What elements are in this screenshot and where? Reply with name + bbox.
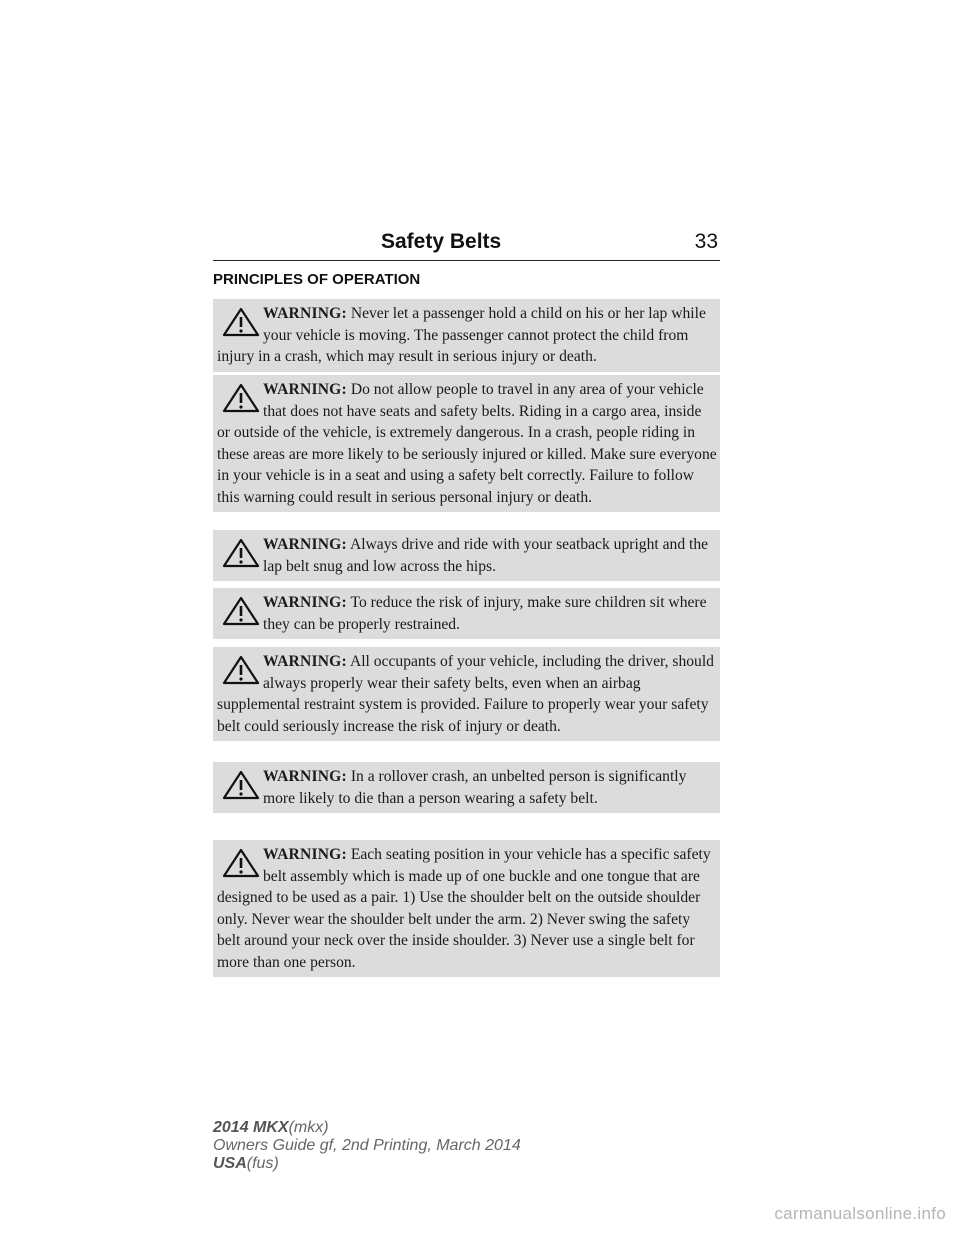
warning-triangle-icon: [221, 848, 261, 878]
warning-label: WARNING:: [263, 381, 347, 398]
footer-line-model: [213, 1119, 521, 1137]
footer-line-market: [213, 1155, 521, 1173]
footer-market-code: (fus): [246, 1155, 279, 1172]
warning-triangle-icon: [221, 655, 261, 685]
warning-text: All occupants of your vehicle, including the driver, should always properly wear their safety belts, even when an airbag supplemental restraint system is provided. Failure to properly wear your safety belt could seriously increase the risk of injury or death.: [217, 653, 714, 735]
warning-text: Each seating position in your vehicle has a specific safety belt assembly which is made up of one buckle and one tongue that are designed to be used as a pair. 1) Use the shoulder belt on the outside shoulder only. Never wear the shoulder belt under the arm. 2) Never swing the safety belt around your neck over the inside shoulder. 3) Never use a single belt for more than one person.: [217, 846, 711, 971]
warning-label: WARNING:: [263, 653, 347, 670]
page-title: Safety Belts: [381, 230, 502, 253]
warning-label: WARNING:: [263, 768, 347, 785]
warning-label: WARNING:: [263, 594, 347, 611]
footer-line-edition: Owners Guide gf, 2nd Printing, March 2014: [213, 1137, 521, 1154]
footer-market: USA: [213, 1155, 247, 1172]
footer-model-code: (mkx): [288, 1119, 329, 1136]
watermark: carmanualsonline.info: [774, 1204, 946, 1223]
footer-model: 2014 MKX: [213, 1119, 289, 1136]
section-heading: PRINCIPLES OF OPERATION: [213, 271, 421, 288]
warning-text: Do not allow people to travel in any area of your vehicle that does not have seats and safety belts. Riding in a cargo area, inside or outside of the vehicle, is extremely dangerous. In a crash, people riding in these areas are more likely to be seriously injured or killed. Make sure everyone in your vehicle is in a seat and using a safety belt correctly. Failure to follow this warning could result in serious personal injury or death.: [217, 381, 717, 506]
warning-text: Never let a passenger hold a child on his or her lap while your vehicle is moving. The passenger cannot protect the child from injury in a crash, which may result in serious injury or death.: [217, 305, 706, 365]
warning-text: To reduce the risk of injury, make sure children sit where they can be properly restrained.: [263, 594, 707, 633]
document-footer: [213, 1119, 521, 1173]
warning-label: WARNING:: [263, 536, 347, 553]
warning-label: WARNING:: [263, 846, 347, 863]
warning-box: [213, 588, 720, 639]
warning-triangle-icon: [221, 383, 261, 413]
warning-triangle-icon: [221, 307, 261, 337]
warning-label: WARNING:: [263, 305, 347, 322]
page-number: 33: [694, 230, 718, 253]
warning-box: [213, 647, 720, 741]
warning-box: [213, 762, 720, 813]
warning-text: Always drive and ride with your seatback upright and the lap belt snug and low across the hips.: [263, 536, 709, 575]
warning-triangle-icon: [221, 538, 261, 568]
warning-box: [213, 530, 720, 581]
warning-box: [213, 299, 720, 372]
warning-box: [213, 375, 720, 512]
warning-triangle-icon: [221, 770, 261, 800]
warning-triangle-icon: [221, 596, 261, 626]
warning-box: [213, 840, 720, 977]
page-header: [213, 227, 720, 261]
warning-text: In a rollover crash, an unbelted person is significantly more likely to die than a person wearing a safety belt.: [263, 768, 687, 807]
header-divider: [213, 260, 720, 261]
